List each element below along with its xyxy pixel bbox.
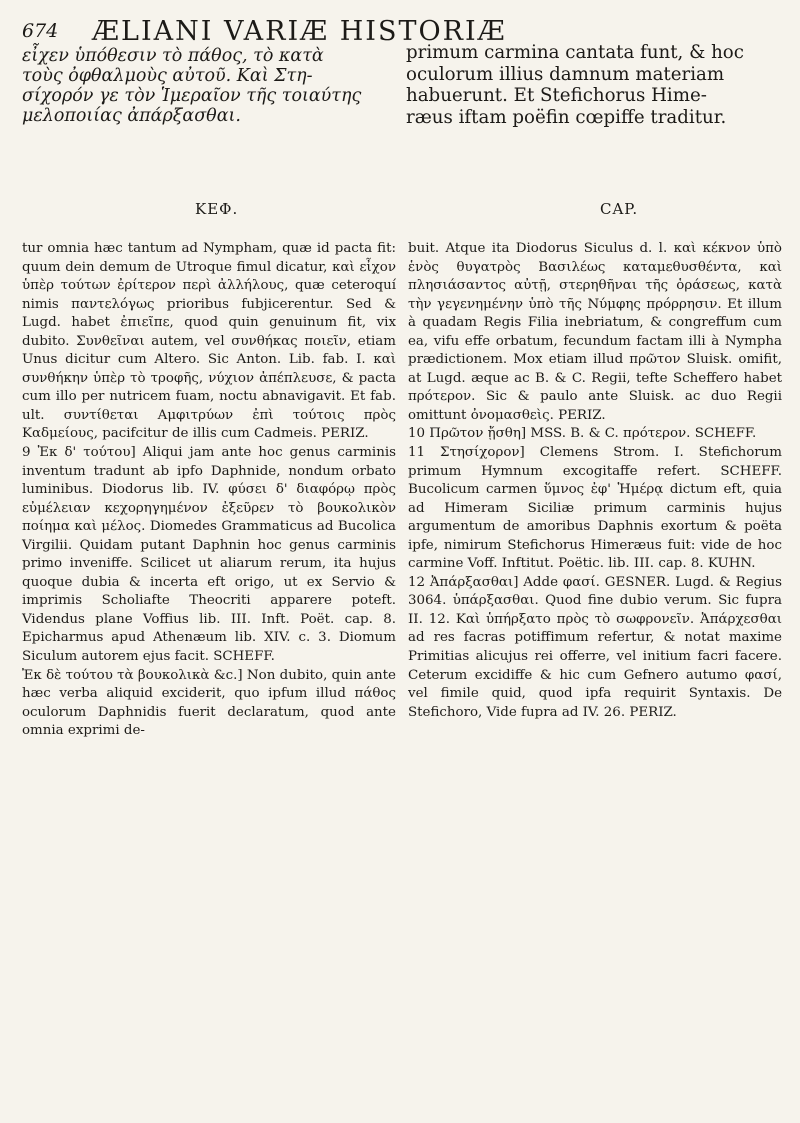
greek-line: εἶχεν ὑπόθεσιν τὸ πάθος, τὸ κατὰ bbox=[22, 46, 324, 66]
note-paragraph: 11 Στησίχορον] Clemens Strom. I. Stefichorum primum Hymnum excogitaffe refert. SCHEFF. Bucolicum carmen ὕμνος ἐφ' Ἡμέρᾳ dictum eft, quia ad Himeram Siciliæ primum carminis hujus argumentum de amoribus Daphnis exortum & poëta ipfe, nimirum Stefichorus Himeræus fuit: vide de hoc carmine Voff. Inftitut. Poëtic. lib. III. cap. 8. KUHN. bbox=[408, 445, 782, 572]
latin-line: habuerunt. Et Stefichorus Hime- bbox=[406, 85, 707, 106]
greek-line: τοὺς ὀφθαλμοὺς αὐτοῦ. Καὶ Στη- bbox=[22, 66, 313, 86]
greek-text-block bbox=[22, 46, 392, 126]
note-paragraph: buit. Atque ita Diodorus Siculus d. l. καὶ κέκνον ὑπὸ ἑνὸς θυγατρὸς Βασιλέως καταμεθυσθέντα, καὶ πλησιάσαντος αὐτῇ, στερηθῆναι τῆς ὁράσεως, κατὰ τὴν γεγενημένην ὑπὸ τῆς Νύμφης πρόρρησιν. Et illum à quadam Regis Filia inebriatum, & congreffum cum ea, vifu effe orbatum, fecundum factam illi à Nympha prædictionem. Mox etiam illud πρῶτον Sluisk. omifit, at Lugd. æque ac B. & C. Regii, tefte Scheffero habet πρότερον. Sic & paulo ante Sluisk. ac duo Regii omittunt ὀνομασθεὶς. PERIZ. bbox=[408, 241, 782, 423]
page-number: 674 bbox=[22, 20, 59, 42]
section-heading-latin: CAP. bbox=[600, 200, 639, 218]
running-title: ÆLIANI VARIÆ HISTORIÆ bbox=[92, 16, 507, 47]
latin-line: primum carmina cantata funt, & hoc bbox=[406, 42, 744, 63]
section-heading-greek: ΚΕΦ. bbox=[195, 200, 239, 218]
greek-line: μελοποιίας ἀπάρξασθαι. bbox=[22, 106, 241, 126]
latin-text-block bbox=[406, 42, 786, 128]
note-paragraph: 12 Ἀπάρξασθαι] Adde φασί. GESNER. Lugd. & Regius 3064. ὑπάρξασθαι. Quod fine dubio verum. Sic fupra II. 12. Καὶ ὑπήρξατο πρὸς τὸ σωφρονεῖν. Ἀπάρχεσθαι ad res facras potiffimum refertur, & notat maxime Primitias alicujus rei offerre, vel initium facri facere. Ceterum excidiffe & hic cum Gefnero autumo φασί, vel fimile quid, quod ipfa requirit Syntaxis. De Stefichoro, Vide fupra ad IV. 26. PERIZ. bbox=[408, 574, 782, 720]
note-paragraph: Ἐκ δὲ τούτου τὰ βουκολικὰ &c.] Non dubito, quin ante hæc verba aliquid exciderit, quo ipfum illud πάθος oculorum Daphnidis fuerit declaratum, quod ante omnia exprimi de- bbox=[22, 667, 396, 739]
note-paragraph: 10 Πρῶτον ᾔσθη] MSS. B. & C. πρότερον. SCHEFF. bbox=[408, 426, 757, 442]
latin-line: ræus iftam poëfin cœpiffe traditur. bbox=[406, 106, 727, 128]
notes-column-right bbox=[408, 240, 782, 722]
latin-line: oculorum illius damnum materiam bbox=[406, 63, 725, 85]
notes-column-left bbox=[22, 240, 396, 741]
note-paragraph: tur omnia hæc tantum ad Nympham, quæ id pacta fit: quum dein demum de Utroque fimul dicatur, καὶ εἶχον ὑπὲρ τούτων ἐρίτερον περὶ ἀλλήλους, quæ ceteroquí nimis παντελόγως prioribus fubjicerentur. Sed & Lugd. habet ἐπιεῖπε, quod quin genuinum fit, vix dubito. Συνθεῖναι autem, vel συνθήκας ποιεῖν, etiam Unus dicitur cum Altero. Sic Anton. Lib. fab. I. καὶ συνθήκην ὑπὲρ τὸ τροφῆς, νύχιον ἀπέπλευσε, & pacta cum illo per nutricem fuam, noctu abnavigavit. Et fab. ult. συντίθεται Αμφιτρύων ἐπὶ τούτοις πρὸς Καδμείους, pacifcitur de illis cum Cadmeis. PERIZ. bbox=[22, 241, 396, 442]
greek-line: σίχορόν γε τὸν Ἱμεραῖον τῆς τοιαύτης bbox=[22, 86, 362, 106]
note-paragraph: 9 Ἐκ δ' τούτου] Aliqui jam ante hoc genus carminis inventum tradunt ab ipfo Daphnide, nondum orbato luminibus. Diodorus lib. IV. φύσει δ' διαφόρῳ πρὸς εὐμέλειαν κεχορηγημένον ἐξεῦρεν τὸ βουκολικὸν ποίημα καὶ μέλος. Diomedes Grammaticus ad Bucolica Virgilii. Quidam putant Daphnin hoc genus carminis primo inveniffe. Scilicet ut aliarum rerum, ita hujus quoque dubia & incerta eft origo, ut ex Servio & imprimis Scholiafte Theocriti apparere poteft. Videndus plane Voffius lib. III. Inft. Poët. cap. 8. Epicharmus apud Athenæum lib. XIV. c. 3. Diomum Siculum autorem ejus facit. SCHEFF. bbox=[22, 445, 396, 665]
